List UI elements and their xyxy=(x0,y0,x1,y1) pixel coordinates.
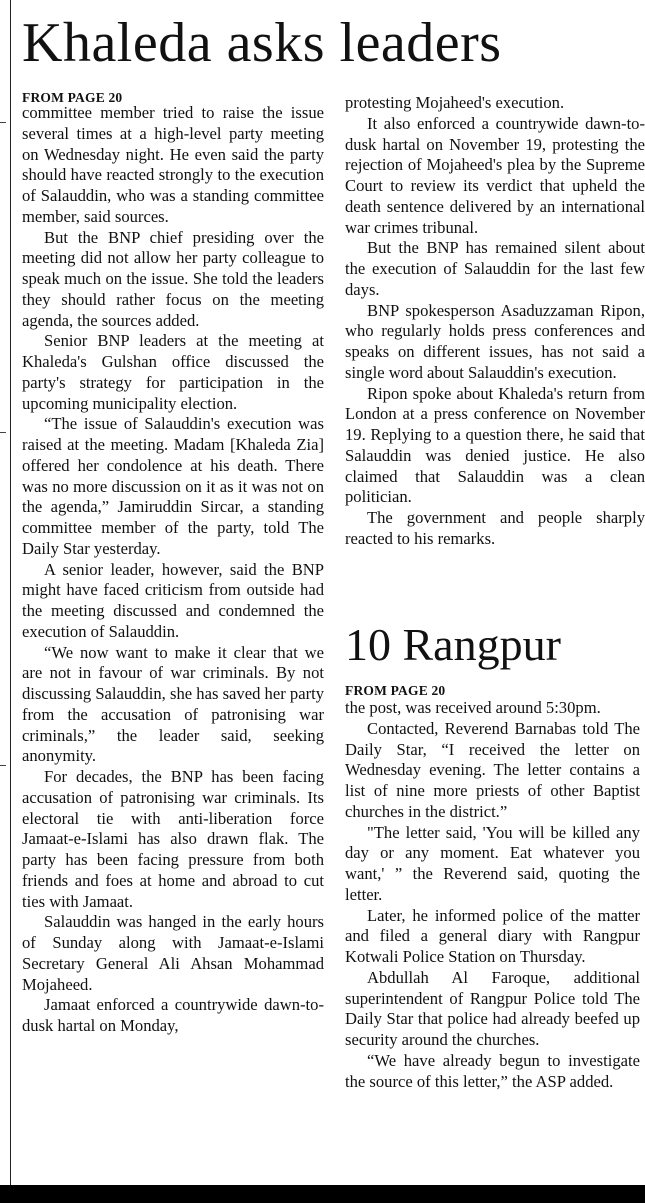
paragraph: “The issue of Salauddin's execution was raised at the meeting. Madam [Khaleda Zia] offered her condolence at his death. There was no more discussion on it as it was not on the agenda,” Jamiruddin Sircar, a standing committee member of the party, told The Daily Star yesterday. xyxy=(22,414,324,558)
paragraph: But the BNP has remained silent about the execution of Salauddin for the last few days. xyxy=(345,238,645,299)
margin-tick xyxy=(0,765,6,766)
paragraph: For decades, the BNP has been facing accusation of patronising war criminals. Its electoral tie with anti-liberation force Jamaat-e-Islami has also drawn flak. The party has been facing pressure from both friends and foes at home and abroad to cut ties with Jamaat. xyxy=(22,767,324,911)
story1-column-2 xyxy=(345,93,645,615)
paragraph: the post, was received around 5:30pm. xyxy=(345,698,601,717)
paragraph: Contacted, Reverend Barnabas told The Daily Star, “I received the letter on Wednesday evening. The letter contains a list of nine more priests of other Baptist churches in the district.” xyxy=(345,718,640,821)
paragraph: Ripon spoke about Khaleda's return from London at a press conference on November 19. Replying to a question there, he said that Salauddin was denied justice. He also claimed that Salauddin was a clean politician. xyxy=(345,383,645,507)
margin-tick xyxy=(0,432,6,433)
story1-headline: Khaleda asks leaders xyxy=(22,12,502,74)
story2-headline: 10 Rangpur xyxy=(345,619,561,670)
paragraph: “We now want to make it clear that we are not in favour of war criminals. By not discussing Salauddin, she has saved her party from the accusation of patronising war criminals,” the leader said, seeking anonymity. xyxy=(22,642,324,766)
page-bottom-edge xyxy=(0,1185,645,1203)
paragraph: Later, he informed police of the matter and filed a general diary with Rangpur Kotwali Police Station on Thursday. xyxy=(345,905,640,966)
paragraph: But the BNP chief presiding over the meeting did not allow her party colleague to speak much on the issue. She told the leaders they should rather focus on the meeting agenda, the sources added. xyxy=(22,227,324,330)
paragraph: "The letter said, 'You will be killed any day or any moment. Eat whatever you want,' ” the Reverend said, quoting the letter. xyxy=(345,822,640,904)
paragraph: protesting Mojaheed's execution. xyxy=(345,93,565,112)
column-margin-rule xyxy=(10,0,11,1185)
paragraph: Abdullah Al Faroque, additional superintendent of Rangpur Police told The Daily Star that police had already beefed up security around the churches. xyxy=(345,967,640,1049)
paragraph: Salauddin was hanged in the early hours of Sunday along with Jamaat-e-Islami Secretary General Ali Ahsan Mohammad Mojaheed. xyxy=(22,912,324,994)
paragraph: The government and people sharply reacted to his remarks. xyxy=(345,508,645,548)
story2-kicker: FROM PAGE 20 xyxy=(345,683,446,698)
paragraph: It also enforced a countrywide dawn-to-dusk hartal on November 19, protesting the rejection of Mojaheed's plea by the Supreme Court to review its verdict that upheld the death sentence delivered by an international war crimes tribunal. xyxy=(345,113,645,237)
paragraph: BNP spokesperson Asaduzzaman Ripon, who regularly holds press conferences and speaks on different issues, has not said a single word about Salauddin's execution. xyxy=(345,300,645,382)
paragraph: Jamaat enforced a countrywide dawn-to-dusk hartal on Monday, xyxy=(22,995,324,1035)
paragraph: “We have already begun to investigate the source of this letter,” the ASP added. xyxy=(345,1050,640,1091)
story1-kicker: FROM PAGE 20 xyxy=(22,90,123,105)
paragraph: A senior leader, however, said the BNP might have faced criticism from outside had the meeting discussed and condemned the execution of Salauddin. xyxy=(22,559,324,641)
margin-tick xyxy=(0,122,6,123)
paragraph: Senior BNP leaders at the meeting at Khaleda's Gulshan office discussed the party's strategy for participation in the upcoming municipality election. xyxy=(22,331,324,413)
story2-column xyxy=(345,698,640,1183)
story1-column-1 xyxy=(22,103,324,1173)
paragraph: committee member tried to raise the issue several times at a high-level party meeting on Wednesday night. He even said the party should have reacted strongly to the execution of Salauddin, who was a standing committee member, said sources. xyxy=(22,103,324,226)
